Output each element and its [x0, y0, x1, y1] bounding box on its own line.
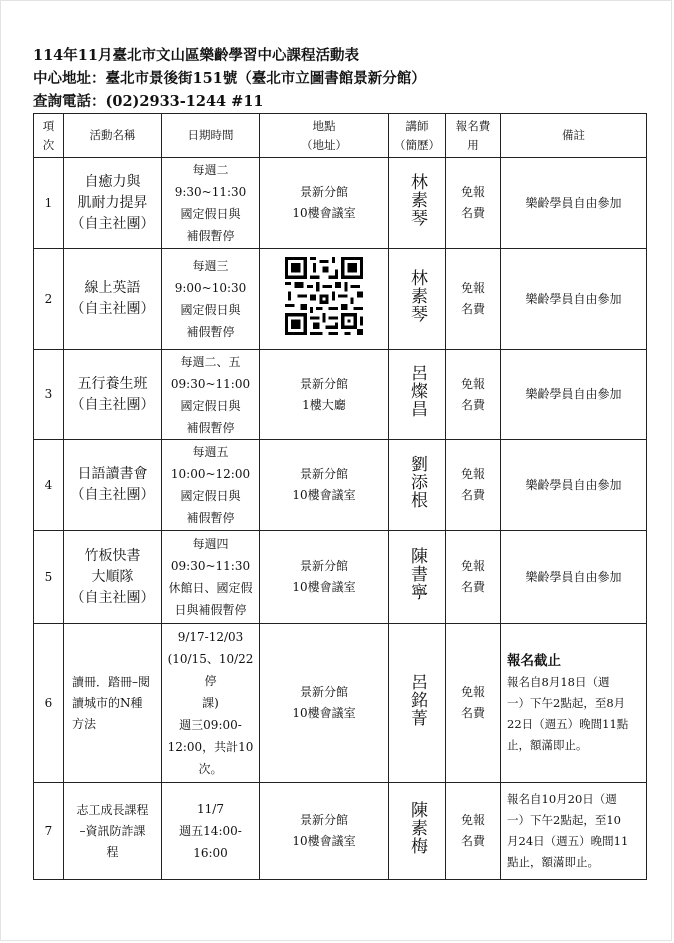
course-place [260, 249, 389, 350]
course-date: 每週四 09:30~11:30 休館日、國定假 日與補假暫停 [162, 531, 260, 624]
header-instructor: 講師 （簡歷） [389, 114, 446, 158]
course-fee: 免報 名費 [446, 783, 501, 880]
course-fee: 免報 名費 [446, 249, 501, 350]
course-place: 景新分館 10樓會議室 [260, 158, 389, 249]
header-note: 備註 [501, 114, 647, 158]
course-note: 樂齡學員自由參加 [501, 249, 647, 350]
course-date: 每週二、五 09:30~11:00 國定假日與 補假暫停 [162, 350, 260, 440]
table-row [34, 158, 647, 249]
table-row [34, 783, 647, 880]
table-row [34, 624, 647, 783]
course-name: 竹板快書 大順隊 （自主社團） [64, 531, 162, 624]
course-date: 每週三 9:00~10:30 國定假日與 補假暫停 [162, 249, 260, 350]
course-place: 景新分館 10樓會議室 [260, 783, 389, 880]
row-no: 1 [34, 158, 64, 249]
qr-code-icon[interactable] [285, 257, 363, 335]
course-name: 五行養生班 （自主社團） [64, 350, 162, 440]
course-instructor: 林素琴 [389, 249, 446, 350]
course-fee: 免報 名費 [446, 350, 501, 440]
course-instructor: 陳素梅 [389, 783, 446, 880]
course-instructor: 劉添根 [389, 440, 446, 531]
course-instructor: 林素琴 [389, 158, 446, 249]
table-row [34, 350, 647, 440]
course-place: 景新分館 10樓會議室 [260, 440, 389, 531]
course-note: 樂齡學員自由參加 [501, 440, 647, 531]
contact-phone: 查詢電話：(02)2933-1244 #11 [33, 93, 264, 110]
center-address: 中心地址：臺北市景後街151號（臺北市立圖書館景新分館） [33, 70, 426, 87]
course-fee: 免報 名費 [446, 531, 501, 624]
course-date: 9/17-12/03 (10/15、10/22停 課) 週三09:00- 12:00，共計10 次。 [162, 624, 260, 783]
course-instructor: 呂燦昌 [389, 350, 446, 440]
document-title: 114年11月臺北市文山區樂齡學習中心課程活動表 [33, 47, 359, 64]
row-no: 6 [34, 624, 64, 783]
course-fee: 免報 名費 [446, 440, 501, 531]
table-row [34, 440, 647, 531]
course-note: 報名截止 報名自8月18日（週 一）下午2點起，至8月 22日（週五）晚間11點 止，額滿即止。 [501, 624, 647, 783]
course-instructor: 呂銘菁 [389, 624, 446, 783]
course-note: 樂齡學員自由參加 [501, 350, 647, 440]
row-no: 7 [34, 783, 64, 880]
course-note: 報名自10月20日（週 一）下午2點起，至10 月24日（週五）晚間11 點止，額滿即止。 [501, 783, 647, 880]
header-date: 日期時間 [162, 114, 260, 158]
course-date: 每週五 10:00~12:00 國定假日與 補假暫停 [162, 440, 260, 531]
header-place: 地點 （地址） [260, 114, 389, 158]
course-instructor: 陳書寧 [389, 531, 446, 624]
course-note: 樂齡學員自由參加 [501, 158, 647, 249]
course-name: 線上英語 （自主社團） [64, 249, 162, 350]
table-row [34, 249, 647, 350]
row-no: 5 [34, 531, 64, 624]
document-header [33, 44, 633, 113]
course-fee: 免報 名費 [446, 624, 501, 783]
header-fee: 報名費 用 [446, 114, 501, 158]
course-schedule-table [33, 113, 647, 880]
header-name: 活動名稱 [64, 114, 162, 158]
row-no: 3 [34, 350, 64, 440]
course-name: 日語讀書會 （自主社團） [64, 440, 162, 531]
course-note: 樂齡學員自由參加 [501, 531, 647, 624]
row-no: 4 [34, 440, 64, 531]
course-place: 景新分館 1樓大廳 [260, 350, 389, 440]
row-no: 2 [34, 249, 64, 350]
table-header-row [34, 114, 647, 158]
course-fee: 免報 名費 [446, 158, 501, 249]
header-no: 項 次 [34, 114, 64, 158]
course-name: 自癒力與 肌耐力提昇 （自主社團） [64, 158, 162, 249]
course-place: 景新分館 10樓會議室 [260, 624, 389, 783]
course-date: 11/7 週五14:00-16:00 [162, 783, 260, 880]
registration-closed-label: 報名截止 [507, 652, 561, 669]
table-row [34, 531, 647, 624]
course-place: 景新分館 10樓會議室 [260, 531, 389, 624]
course-date: 每週二 9:30~11:30 國定假日與 補假暫停 [162, 158, 260, 249]
course-name: 讀冊．踏冊–閱 讀城市的N種 方法 [64, 624, 162, 783]
course-name: 志工成長課程 –資訊防詐課 程 [64, 783, 162, 880]
